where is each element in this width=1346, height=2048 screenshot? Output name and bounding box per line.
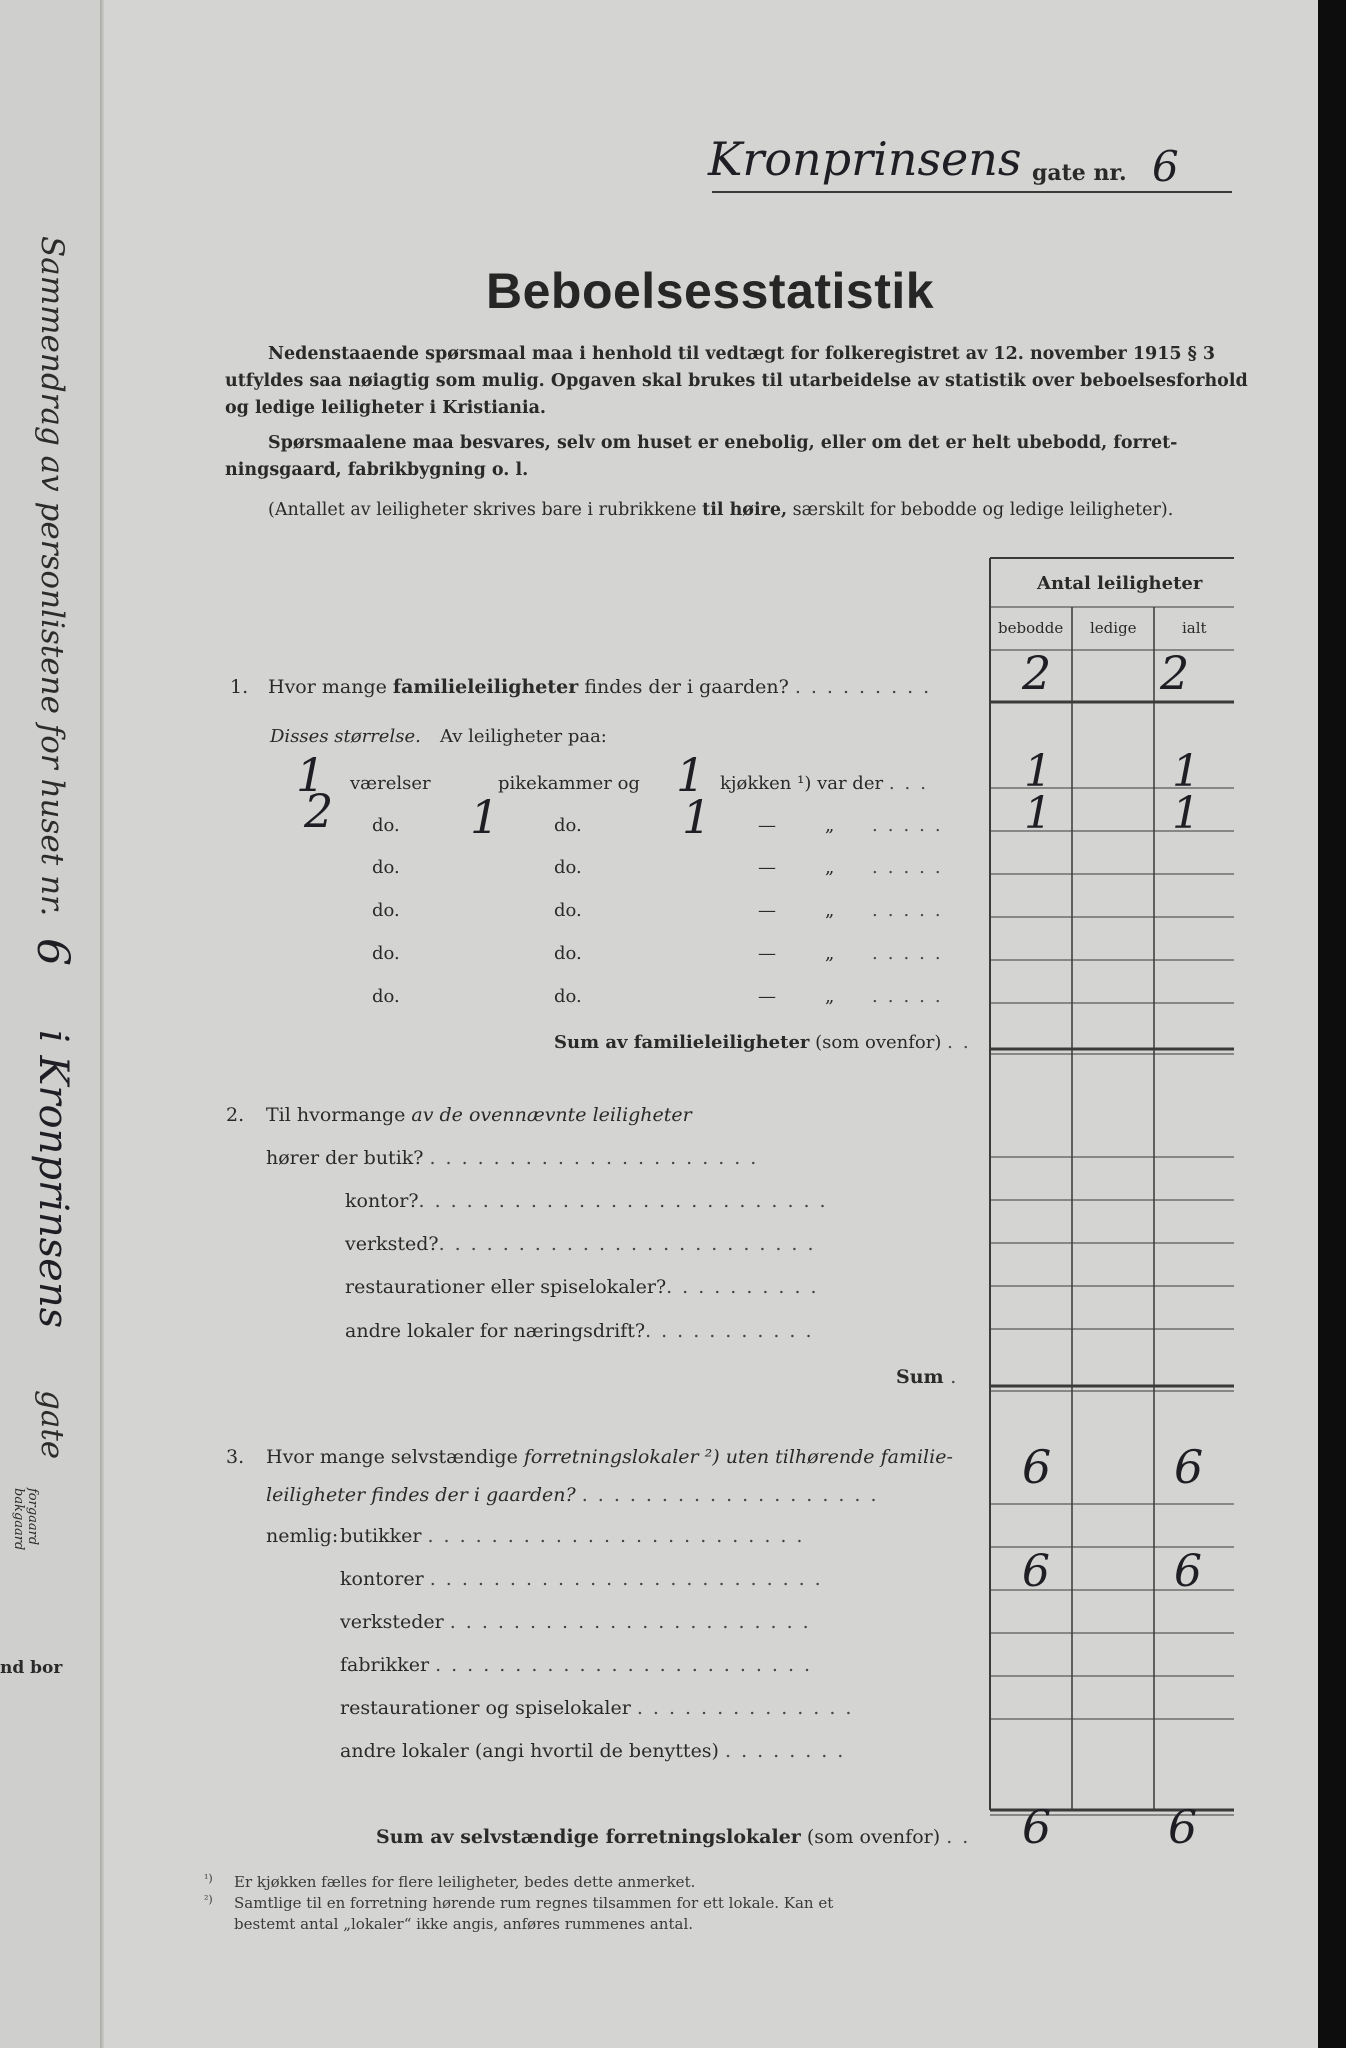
footnote-1: Er kjøkken fælles for flere leiligheter, bedes dette anmerket. [234,1873,696,1891]
do-row-4-b: do. [554,986,582,1007]
footnote-1-mark: ¹) [204,1872,213,1885]
q3-item-restaurationer-text: restaurationer og spiselokaler [340,1697,631,1719]
row2-dash: — [758,815,776,836]
footnote-2-line1: Samtlige til en forretning hørende rum regnes tilsammen for ett lokale. Kan et [234,1894,834,1912]
do-row-1-dash: — [758,857,776,878]
q3-kontorer-bebodde: 6 [1022,1546,1050,1597]
row1-rooms-hand: 1 [296,748,326,802]
q3-pre: Hvor mange selvstændige [266,1446,518,1468]
col-ialt: ialt [1182,619,1207,637]
q3-nemlig: nemlig: [266,1525,339,1547]
q3-item-andre: andre lokaler (angi hvortil de benyttes) ........ [340,1740,854,1762]
q3-item-kontorer-text: kontorer [340,1568,424,1590]
q1-bebodde-answer: 2 [1022,646,1052,700]
q2-item-restaurationer-text: restaurationer eller spiselokaler? [345,1276,667,1298]
row1-pikekammer: pikekammer og [498,773,640,794]
q1-number: 1. [230,676,249,698]
q3-sum: Sum av selvstændige forretningslokaler (som ovenfor) .. [376,1826,979,1848]
q3-item-verksteder-text: verksteder [340,1611,444,1633]
q2-sum-text: Sum [896,1366,944,1388]
do-row-3-a: do. [372,943,400,964]
q1-sum-bold: Sum av familieleiligheter [554,1032,810,1053]
do-row-3-b: do. [554,943,582,964]
do-row-4-a: do. [372,986,400,1007]
footnote-2-line2: bestemt antal „lokaler“ ikke angis, anføres rummenes antal. [234,1915,694,1933]
do-row-1-a: do. [372,857,400,878]
q3-item-fabrikker-text: fabrikker [340,1654,430,1676]
intro-line-2: utfyldes saa nøiagtig som mulig. Opgaven skal brukes til utarbeidelse av statistik over beboelsesforhold [225,371,1248,391]
q3-ialt-answer: 6 [1174,1440,1204,1494]
intro-note-bold: til høire, [702,500,788,520]
table-title: Antal leiligheter [1037,573,1203,594]
q3-sum-bold: Sum av selvstændige forretningslokaler [376,1826,801,1848]
col-ledige: ledige [1090,619,1137,637]
intro-note-pre: (Antallet av leiligheter skrives bare i rubrikkene [268,500,697,520]
q2-number: 2. [226,1104,245,1126]
margin-street-name: i Kronprinsens [30,1030,76,1329]
do-row-2-b: do. [554,900,582,921]
q2-item-butik-text: hører der butik? [266,1147,424,1169]
q3-item-butikker-text: butikker [340,1525,422,1547]
q2-item-andre: andre lokaler for næringsdrift?........... [345,1320,822,1342]
q3-item-butikker: butikker ........................ [340,1525,813,1547]
q3-question-line1 [266,1446,953,1468]
q2-item-verksted-text: verksted? [345,1233,439,1255]
do-row-2-dash: — [758,900,776,921]
q3-sum-ialt: 6 [1168,1800,1198,1854]
house-number-handwritten: 6 [1152,142,1179,191]
do-row-4-dash: — [758,986,776,1007]
q1-sum-post: (som ovenfor) [815,1032,942,1053]
q3-item-fabrikker: fabrikker ........................ [340,1654,821,1676]
margin-bor-fragment: nd bor [0,1658,63,1678]
row1-vaerelser: værelser [350,773,431,794]
q2-item-kontor: kontor?.......................... [345,1190,836,1212]
do-row-3-leader: ..... [872,943,951,964]
row2-do: do. [372,815,400,836]
do-row-1-leader: ..... [872,857,951,878]
q2-item-verksted: verksted?........................ [345,1233,824,1255]
row1-kjokken-text: kjøkken ¹) var der [720,773,884,794]
row2-do2: do. [554,815,582,836]
q3-item-andre-text: andre lokaler (angi hvortil de benyttes) [340,1740,719,1762]
size-label-2: Av leiligheter paa: [440,726,607,747]
intro-line-1: Nedenstaaende spørsmaal maa i henhold til vedtægt for folkeregistret av 12. november 1915 § 3 [268,344,1216,364]
q3-item-kontorer: kontorer ......................... [340,1568,831,1590]
q1-ialt-answer: 2 [1160,646,1190,700]
q2-item-andre-text: andre lokaler for næringsdrift? [345,1320,646,1342]
q3-kontorer-ialt: 6 [1174,1546,1202,1597]
q2-italic: av de ovennævnte leiligheter [411,1104,692,1126]
do-row-4-quote: „ [825,986,835,1007]
footnote-2-mark: ²) [204,1893,213,1906]
q3-italic2: leiligheter findes der i gaarden? [266,1484,576,1506]
size-label: Disses størrelse. [270,726,421,747]
margin-bakgaard: bakgaard [11,1488,26,1551]
do-row-2-leader: ..... [872,900,951,921]
intro-note-post: særskilt for bebodde og ledige leiligheter). [792,500,1174,520]
row2-bebodde: 1 [1024,788,1052,839]
do-row-2-quote: „ [825,900,835,921]
margin-gate-label: gate [34,1390,70,1460]
row2-ialt: 1 [1172,788,1200,839]
row2-rooms-hand: 2 [304,784,334,838]
street-name-handwritten: Kronprinsens [708,132,1022,186]
q3-bebodde-answer: 6 [1022,1440,1052,1494]
margin-vertical-title: Sammendrag av personlistene for huset nr. [34,236,70,917]
intro-line-5: ningsgaard, fabrikbygning o. l. [225,460,529,480]
q2-sum: Sum . [896,1366,967,1388]
q3-italic1: forretningslokaler ²) uten tilhørende familie- [523,1446,953,1468]
q1-sum: Sum av familieleiligheter (som ovenfor) .. [554,1032,979,1053]
do-row-1-b: do. [554,857,582,878]
margin-house-number: 6 [27,938,78,966]
q3-item-verksteder: verksteder ....................... [340,1611,819,1633]
row1-kitchen-hand: 1 [676,748,706,802]
q2-pre: Til hvormange [266,1104,406,1126]
q2-question [266,1104,692,1126]
col-bebodde: bebodde [998,619,1064,637]
do-row-2-a: do. [372,900,400,921]
row1-ialt: 1 [1172,746,1200,797]
q1-question [268,676,939,698]
q3-sum-post: (som ovenfor) [806,1826,941,1848]
do-row-3-dash: — [758,943,776,964]
row1-bebodde: 1 [1024,746,1052,797]
intro-line-4: Spørsmaalene maa besvares, selv om huset er enebolig, eller om det er helt ubebodd, forret- [268,433,1178,453]
row2-kitchen-hand: 1 [682,790,712,844]
row2-pike-hand: 1 [470,790,500,844]
q1-pre: Hvor mange [268,676,387,698]
q2-item-butik: hører der butik? ..................... [266,1147,767,1169]
do-row-3-quote: „ [825,943,835,964]
row1-kjokken: kjøkken ¹) var der ... [720,773,936,794]
gate-nr-label: gate nr. [1032,160,1127,186]
margin-forgaard: forgaard [25,1488,40,1546]
q1-leader: ......... [794,676,940,698]
intro-line-3: og ledige leiligheter i Kristiania. [225,398,547,418]
q2-item-restaurationer: restaurationer eller spiselokaler?.......... [345,1276,827,1298]
row2-leader: ..... [872,815,951,836]
q3-number: 3. [226,1446,245,1468]
do-row-4-leader: ..... [872,986,951,1007]
q3-sum-bebodde: 6 [1022,1800,1052,1854]
q2-item-kontor-text: kontor? [345,1190,419,1212]
row2-quote: „ [825,815,835,836]
form-title: Beboelsesstatistik [486,263,935,319]
q3-question-line2: leiligheter findes der i gaarden? ................... [266,1484,887,1506]
do-row-1-quote: „ [825,857,835,878]
q1-bold: familieleiligheter [392,676,579,698]
q3-item-restaurationer: restaurationer og spiselokaler .............. [340,1697,862,1719]
q1-post: findes der i gaarden? [584,676,789,698]
